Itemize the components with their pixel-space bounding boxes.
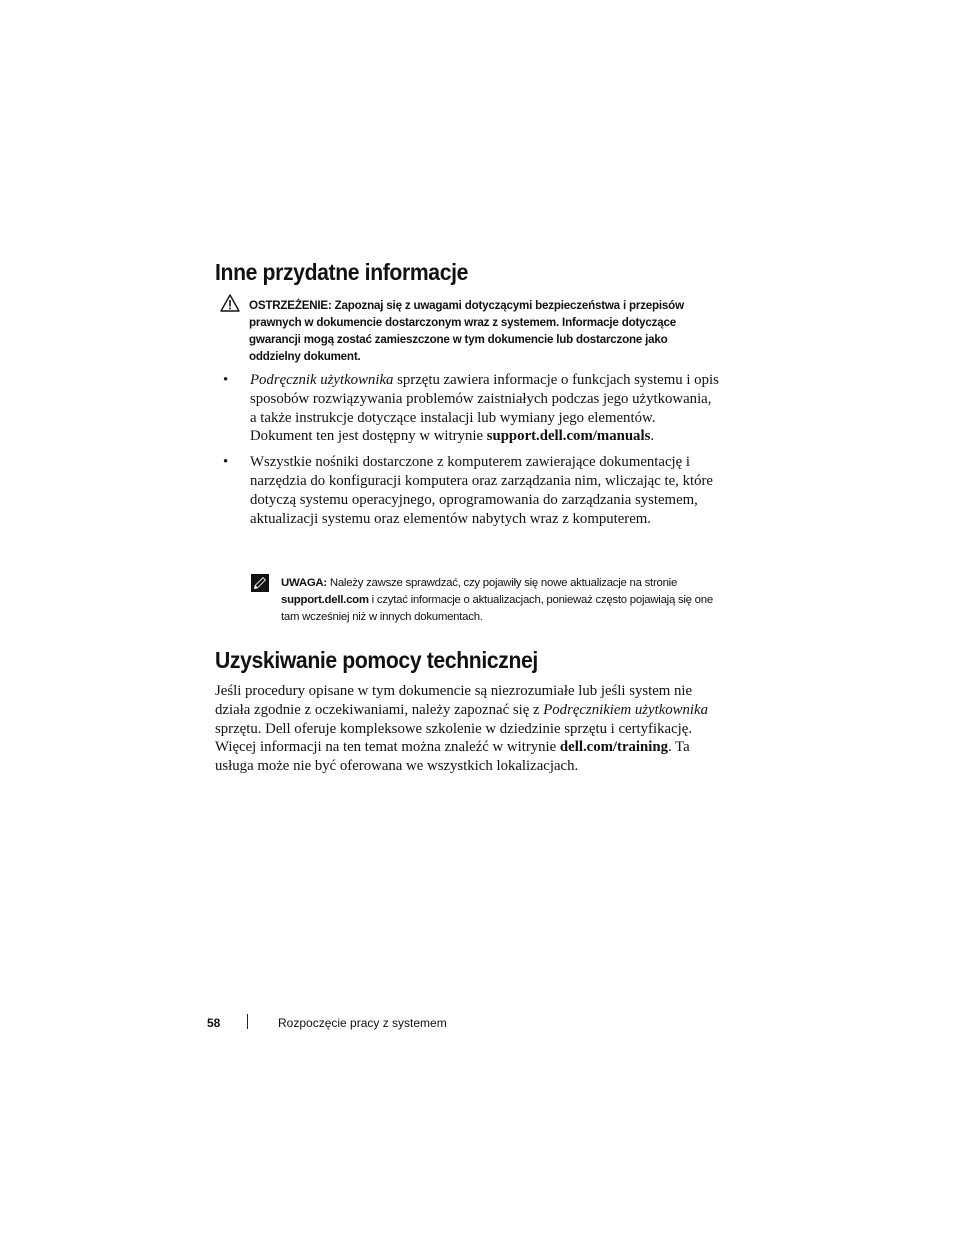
manual-title: Podręcznik użytkownika	[250, 372, 394, 388]
warning-triangle-icon	[220, 294, 240, 312]
footer-divider	[247, 1014, 248, 1029]
note-body-1: Należy zawsze sprawdzać, czy pojawiły się nowe aktualizacje na stronie	[326, 577, 678, 589]
training-link[interactable]: dell.com/training	[559, 739, 669, 756]
section-heading-tech-support: Uzyskiwanie pomocy technicznej	[215, 647, 538, 673]
para-text-2: sprzętu. Dell oferuje kompleksowe szkolenie w dziedzinie sprzętu i certyfikację. Więcej informacji na ten temat można znaleźć w witrynie	[215, 720, 693, 756]
para-text-1: Jeśli procedury opisane w tym dokumencie są niezrozumiałe lub jeśli system nie działa zgodnie z oczekiwaniami, należy zapoznać się z	[215, 683, 693, 718]
warning-text	[249, 297, 719, 365]
bullet-list	[221, 371, 721, 535]
page-number: 58	[207, 1016, 221, 1030]
para-text-3: . Ta usługa może nie być oferowana we wszystkich lokalizacjach.	[215, 739, 690, 775]
list-item-end: .	[650, 428, 655, 445]
note-body-2: i czytać informacje o aktualizacjach, ponieważ często pojawiają się one tam wcześniej niż w innych dokumentach.	[281, 593, 713, 623]
list-item	[221, 371, 721, 446]
footer-title: Rozpoczęcie pracy z systemem	[278, 1016, 447, 1030]
note-label: UWAGA:	[281, 577, 327, 589]
section-heading-useful-info: Inne przydatne informacje	[215, 259, 469, 285]
note-text	[281, 575, 721, 625]
support-paragraph	[215, 682, 721, 776]
bullet-marker: •	[223, 372, 229, 388]
list-item	[221, 453, 721, 528]
manuals-link[interactable]: support.dell.com/manuals	[486, 428, 651, 445]
list-item-text: Wszystkie nośniki dostarczone z komputerem zawierające dokumentację i narzędzia do konfiguracji komputera oraz zarządzania nim, wliczając te, które dotyczą systemu operacyjnego, oprogramowania do zarządzania systemem, aktualizacji systemu oraz elementów nabytych wraz z komputerem.	[250, 454, 713, 527]
bullet-marker: •	[223, 454, 229, 471]
manual-title-ref: Podręcznikiem użytkownika	[543, 701, 709, 718]
warning-label: OSTRZEŻENIE:	[249, 299, 332, 312]
list-item-text: sprzętu zawiera informacje o funkcjach systemu i opis sposobów rozwiązywania problemów zaistniałych podczas jego użytkowania, a także instrukcje dotyczące instalacji lub wymiany jego elementów. Dokument ten jest dostępny w witrynie	[250, 372, 719, 445]
warning-body: Zapoznaj się z uwagami dotyczącymi bezpieczeństwa i przepisów prawnych w dokumencie dostarczonym wraz z systemem. Informacje dotyczące gwarancji mogą zostać zamieszczone w tym dokumencie lub dostarczone jako oddzielny dokument.	[249, 299, 684, 363]
note-pencil-icon	[251, 574, 269, 592]
support-link[interactable]: support.dell.com	[281, 593, 369, 606]
